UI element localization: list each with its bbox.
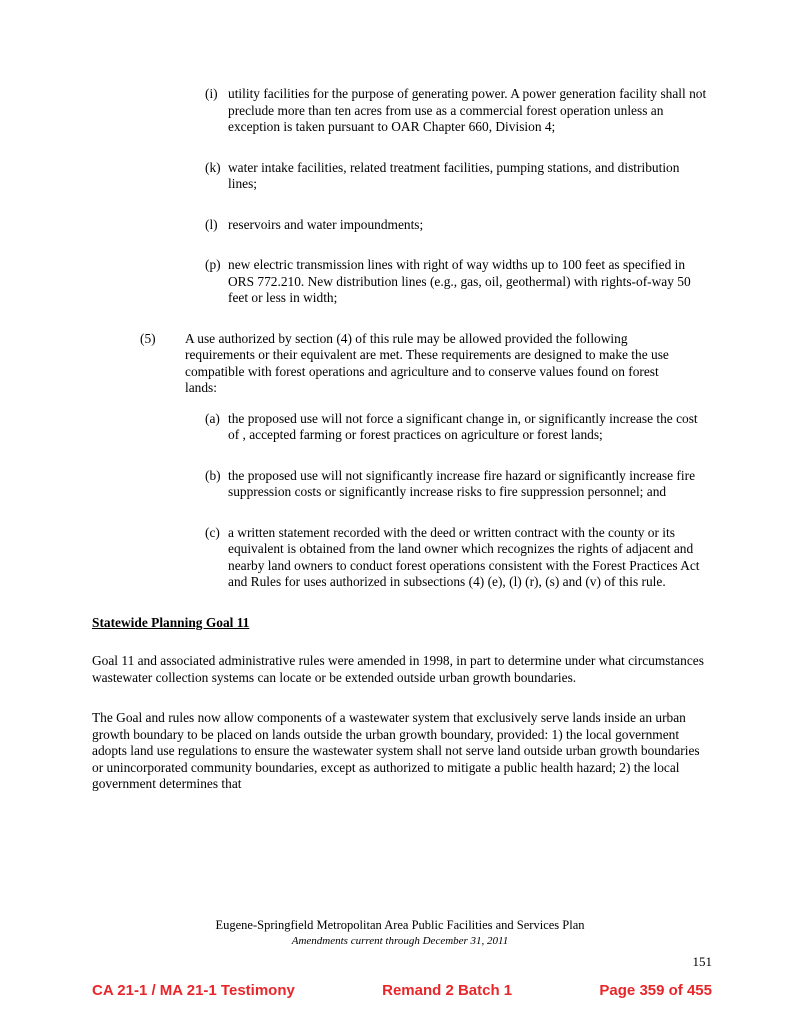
list-item-text: new electric transmission lines with right of way widths up to 100 feet as specified in ORS 772.210. New distribution lines (e.g., gas, oil, geothermal) with rights-of-way 50 feet or less in width; (228, 257, 691, 305)
section-5-text: A use authorized by section (4) of this rule may be allowed provided the following requirements or their equivalent are met. These requirements are designed to make the use compatible with forest operations and agriculture and to conserve values found on forest lands: (185, 330, 669, 395)
list-item-text: reservoirs and water impoundments; (228, 216, 424, 232)
stamp-left: CA 21-1 / MA 21-1 Testimony (92, 982, 295, 999)
list-item-i (205, 86, 712, 136)
testimony-stamp (92, 982, 712, 1000)
list-item-label: (p) (205, 257, 221, 272)
section-heading: Statewide Planning Goal 11 (92, 614, 250, 630)
section-5 (140, 331, 712, 397)
list-item-label: (l) (205, 216, 218, 232)
list-item-text: utility facilities for the purpose of generating power. A power generation facility shall not preclude more than ten acres from use as a commercial forest operation unless an exception is taken pursuant to OAR Chapter 660, Division 4; (228, 86, 707, 134)
list-item-label: (i) (205, 86, 218, 101)
list-item-text: the proposed use will not significantly increase fire hazard or significantly increase fire suppression costs or significantly increase risks to fire suppression personnel; and (228, 467, 696, 499)
paragraph: The Goal and rules now allow components of a wastewater system that exclusively serve lands inside an urban growth boundary to be placed on lands outside the urban growth boundary, provided: 1) the local government adopts land use regulations to ensure the wastewater system shall not serve land outside urban growth boundaries or unincorporated community boundaries, except as authorized to mitigate a public health hazard; 2) the local government determines that (92, 710, 700, 791)
list-item-text: water intake facilities, related treatment facilities, pumping stations, and distribution lines; (228, 159, 680, 191)
list-item-b (205, 468, 712, 501)
document-body (92, 86, 712, 817)
list-item-label: (c) (205, 524, 220, 540)
list-item-k (205, 160, 712, 193)
list-item-label: (b) (205, 467, 221, 483)
list-item-l (205, 217, 712, 234)
page-number: 151 (692, 954, 712, 969)
list-item-text: the proposed use will not force a significant change in, or significantly increase the cost of , accepted farming or forest practices on agriculture or forest lands; (228, 410, 698, 442)
list-item-c (205, 525, 712, 591)
list-item-label: (k) (205, 159, 221, 175)
stamp-right: Page 359 of 455 (599, 982, 712, 999)
footer-title: Eugene-Springfield Metropolitan Area Public Facilities and Services Plan (215, 918, 585, 932)
stamp-center: Remand 2 Batch 1 (382, 982, 513, 999)
paragraph: Goal 11 and associated administrative rules were amended in 1998, in part to determine under what circumstances wastewater collection systems can locate or be extended outside urban growth boundaries. (92, 653, 704, 685)
list-item-text: a written statement recorded with the deed or written contract with the county or its equivalent is obtained from the land owner which recognizes the rights of adjacent and nearby land owners to conduct forest operations consistent with the Forest Practices Act and Rules for uses authorized in subsections (4) (e), (l) (r), (s) and (v) of this rule. (228, 524, 700, 589)
section-5-label: (5) (140, 330, 156, 346)
footer-amendments-note: Amendments current through December 31, 2011 (291, 935, 509, 947)
list-item-label: (a) (205, 410, 220, 426)
list-item-p (205, 257, 712, 307)
list-item-a (205, 411, 712, 444)
